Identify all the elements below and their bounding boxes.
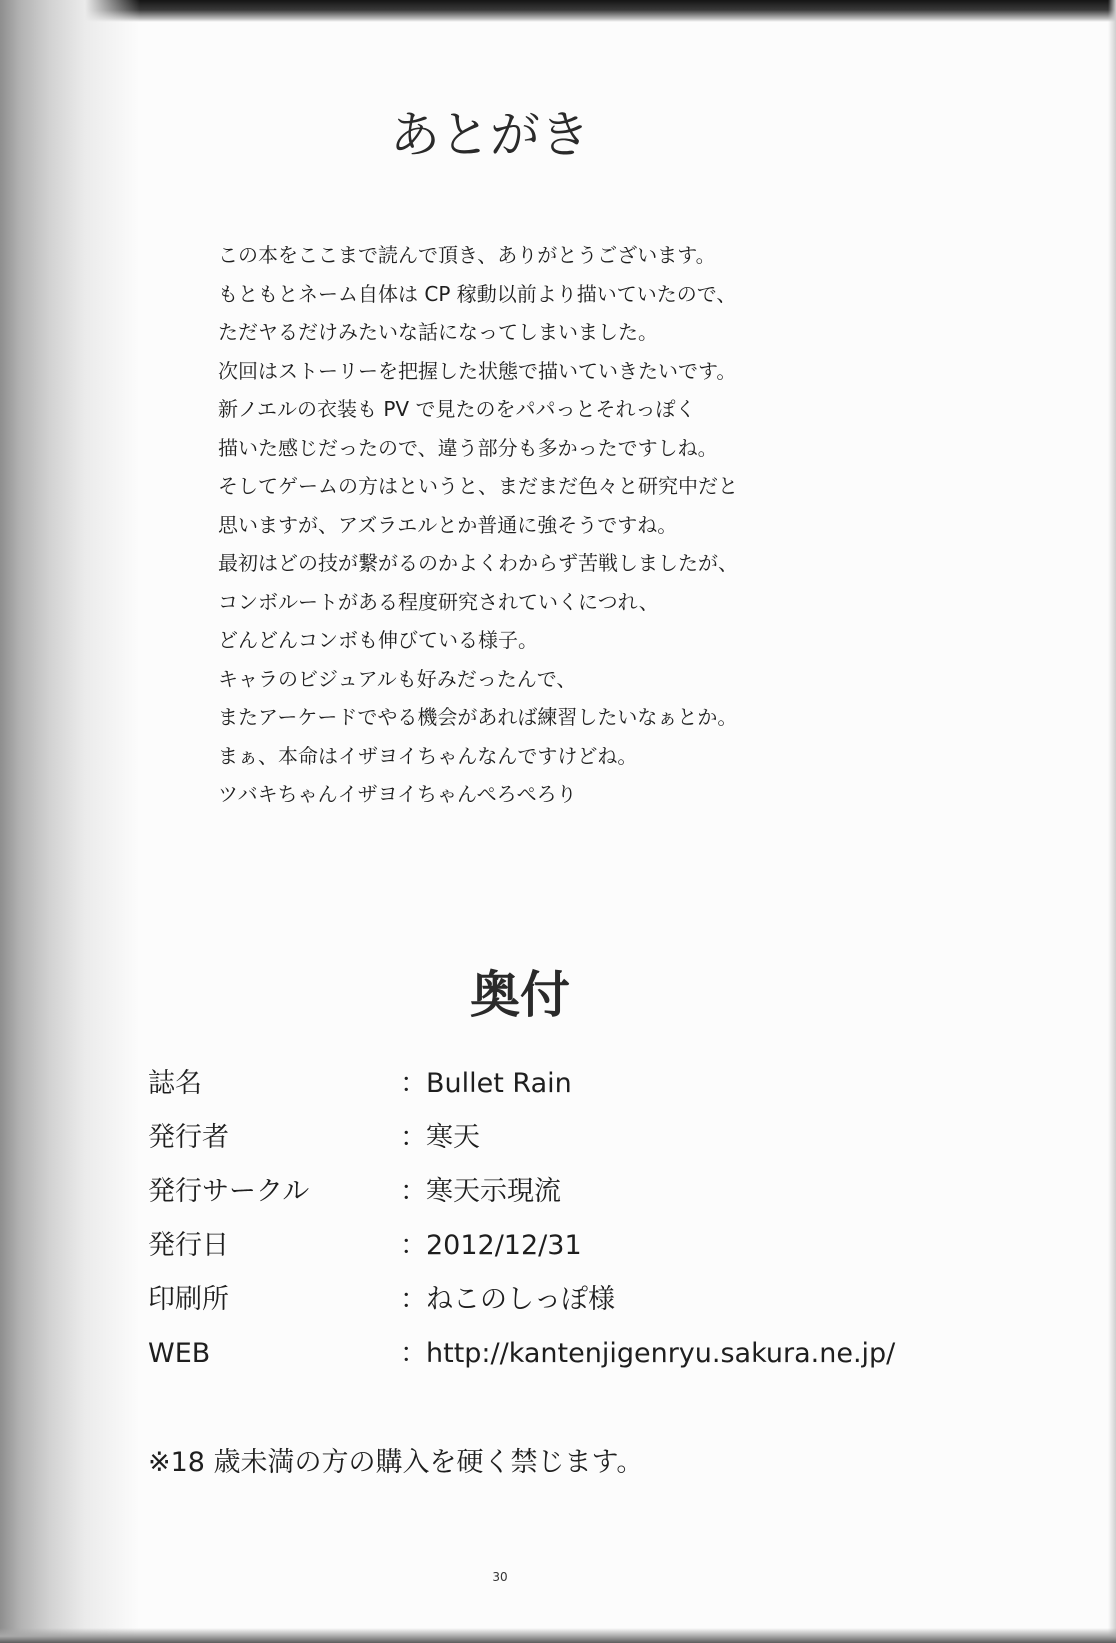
colophon-label: 発行日	[148, 1230, 229, 1261]
afterword-body	[218, 236, 818, 814]
age-restriction-notice: ※18 歳未満の方の購入を硬く禁じます。	[148, 1447, 644, 1478]
afterword-line: この本をここまで読んで頂き、ありがとうございます。	[218, 243, 716, 267]
afterword-line: ただヤるだけみたいな話になってしまいました。	[218, 320, 658, 344]
afterword-line: 次回はストーリーを把握した状態で描いていきたいです。	[218, 358, 737, 383]
afterword-line: 思いますが、アズラエルとか普通に強そうですね。	[218, 512, 678, 537]
colophon-label: 誌名	[148, 1068, 202, 1099]
colophon-label: 発行サークル	[148, 1176, 310, 1207]
afterword-line: 最初はどの技が繋がるのかよくわからず苦戦しましたが、	[218, 551, 738, 575]
afterword-line: キャラのビジュアルも好みだったんで、	[218, 666, 577, 691]
colophon-separator: ：	[400, 1230, 427, 1261]
colophon-value: ねこのしっぽ様	[426, 1284, 615, 1315]
colophon-row	[148, 1224, 948, 1278]
colophon-value: 寒天	[426, 1122, 480, 1153]
afterword-line: 描いた感じだったので、違う部分も多かったですしね。	[218, 435, 718, 460]
afterword-line: ツバキちゃんイザヨイちゃんぺろぺろり	[218, 782, 577, 806]
afterword-line: まぁ、本命はイザヨイちゃんなんですけどね。	[218, 743, 638, 768]
colophon-separator: ：	[400, 1176, 427, 1207]
afterword-line: またアーケードでやる機会があれば練習したいなぁとか。	[218, 705, 738, 729]
colophon-label: 発行者	[148, 1122, 229, 1153]
colophon-row	[148, 1170, 948, 1224]
colophon-value: 2012/12/31	[426, 1230, 582, 1261]
afterword-line: もともとネーム自体は CP 稼動以前より描いていたので、	[218, 281, 737, 306]
colophon-row	[148, 1332, 948, 1386]
colophon-title: 奥付	[470, 966, 570, 1024]
colophon-row	[148, 1116, 948, 1170]
colophon-separator: ：	[400, 1068, 427, 1099]
afterword-line: そしてゲームの方はというと、まだまだ色々と研究中だと	[218, 474, 738, 498]
colophon-row	[148, 1278, 948, 1332]
colophon-table	[148, 1062, 948, 1386]
afterword-line: 新ノエルの衣装も PV で見たのをパパっとそれっぽく	[218, 397, 696, 421]
page-top-edge	[0, 0, 1116, 22]
colophon-separator: ：	[400, 1284, 427, 1315]
colophon-separator: ：	[400, 1338, 427, 1369]
colophon-label: 印刷所	[148, 1284, 229, 1315]
afterword-line: どんどんコンボも伸びている様子。	[218, 628, 538, 652]
colophon-value: Bullet Rain	[426, 1068, 572, 1099]
colophon-separator: ：	[400, 1122, 427, 1153]
afterword-title: あとがき	[390, 106, 590, 164]
afterword-line: コンボルートがある程度研究されていくにつれ、	[218, 589, 659, 614]
binding-shadow	[0, 0, 140, 1643]
colophon-value: http://kantenjigenryu.sakura.ne.jp/	[426, 1338, 896, 1369]
page-number: 30	[492, 1570, 508, 1584]
page-bottom-edge	[0, 1628, 1116, 1643]
colophon-label: WEB	[148, 1338, 211, 1369]
colophon-value: 寒天示現流	[426, 1176, 561, 1207]
page-right-edge	[1108, 0, 1116, 1643]
colophon-row	[148, 1062, 948, 1116]
